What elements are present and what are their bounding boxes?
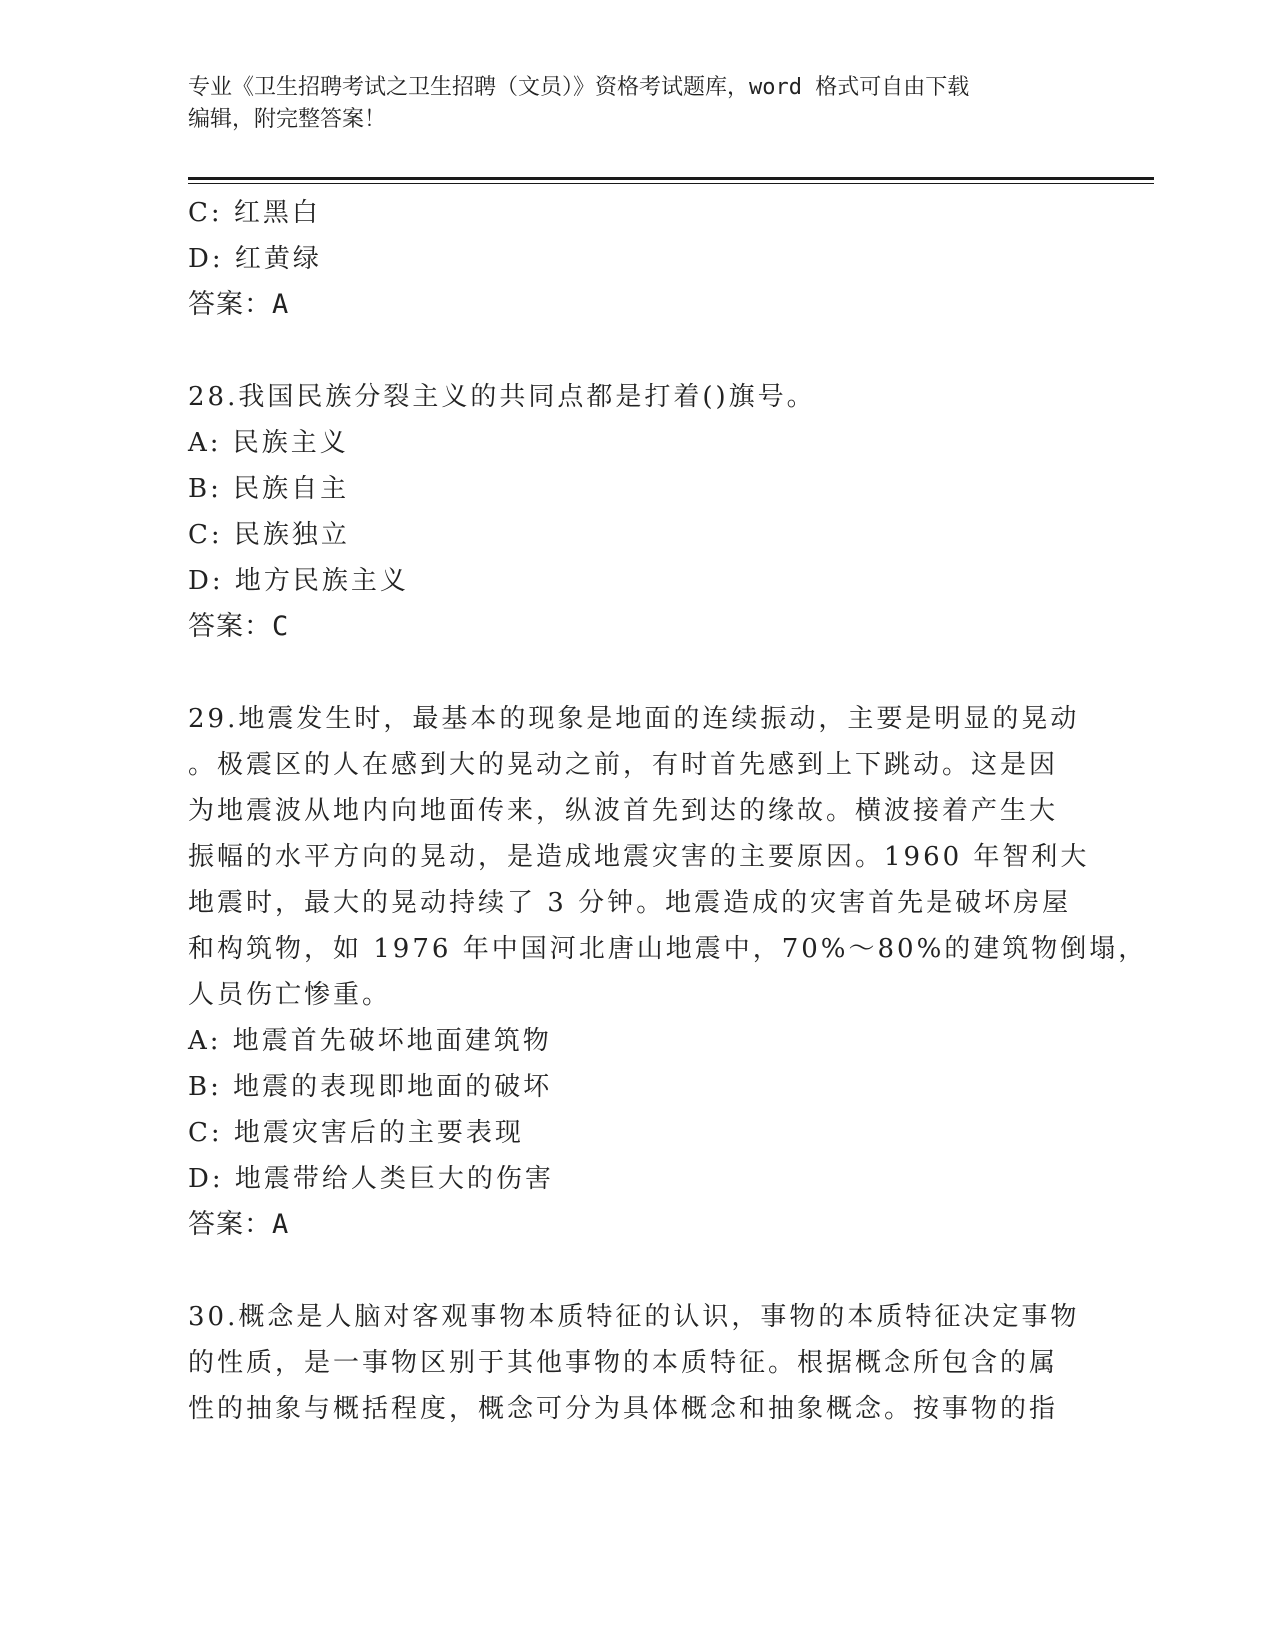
option-c: C: 红黑白 [188,198,321,228]
question-text-line: 地震时，最大的晃动持续了 3 分钟。地震造成的灾害首先是破坏房屋 [188,888,1072,918]
question-text-line: 30.概念是人脑对客观事物本质特征的认识，事物的本质特征决定事物 [188,1302,1080,1332]
answer-label: 答案：A [188,289,290,320]
answer-label: 答案：C [188,611,290,642]
option-b: B: 地震的表现即地面的破坏 [188,1072,553,1102]
question-text-line: 性的抽象与概括程度，概念可分为具体概念和抽象概念。按事物的指 [188,1394,1059,1424]
question-text-line: 29.地震发生时，最基本的现象是地面的连续振动，主要是明显的晃动 [188,704,1080,734]
document-header [188,72,1068,136]
question-28 [188,374,1078,650]
question-text-line: 。极震区的人在感到大的晃动之前，有时首先感到上下跳动。这是因 [188,750,1059,780]
header-line-1: 专业《卫生招聘考试之卫生招聘（文员）》资格考试题库，word 格式可自由下载 [188,75,970,100]
spacer [188,328,1078,374]
option-c: C: 地震灾害后的主要表现 [188,1118,524,1148]
question-text-line: 和构筑物，如 1976 年中国河北唐山地震中，70%～80%的建筑物倒塌， [188,934,1148,964]
question-text-line: 28.我国民族分裂主义的共同点都是打着()旗号。 [188,382,816,412]
option-b: B: 民族自主 [188,474,350,504]
answer-label: 答案：A [188,1209,290,1240]
option-d: D: 地震带给人类巨大的伤害 [188,1164,554,1194]
question-text-line: 振幅的水平方向的晃动，是造成地震灾害的主要原因。1960 年智利大 [188,842,1090,872]
option-c: C: 民族独立 [188,520,350,550]
header-rule-thin [188,183,1154,184]
question-text-line: 人员伤亡惨重。 [188,980,392,1010]
spacer [188,1248,1078,1294]
option-a: A: 民族主义 [188,428,349,458]
question-29 [188,696,1148,1248]
option-a: A: 地震首先破坏地面建筑物 [188,1026,552,1056]
header-rule-thick [188,177,1154,180]
question-content [188,190,1148,1432]
spacer [188,650,1078,696]
header-line-2: 编辑，附完整答案！ [188,107,387,132]
option-d: D: 地方民族主义 [188,566,409,596]
option-d: D: 红黄绿 [188,244,322,274]
question-text-line: 为地震波从地内向地面传来，纵波首先到达的缘故。横波接着产生大 [188,796,1059,826]
question-text-line: 的性质，是一事物区别于其他事物的本质特征。根据概念所包含的属 [188,1348,1059,1378]
previous-question-tail [188,190,1078,328]
question-30 [188,1294,1078,1432]
